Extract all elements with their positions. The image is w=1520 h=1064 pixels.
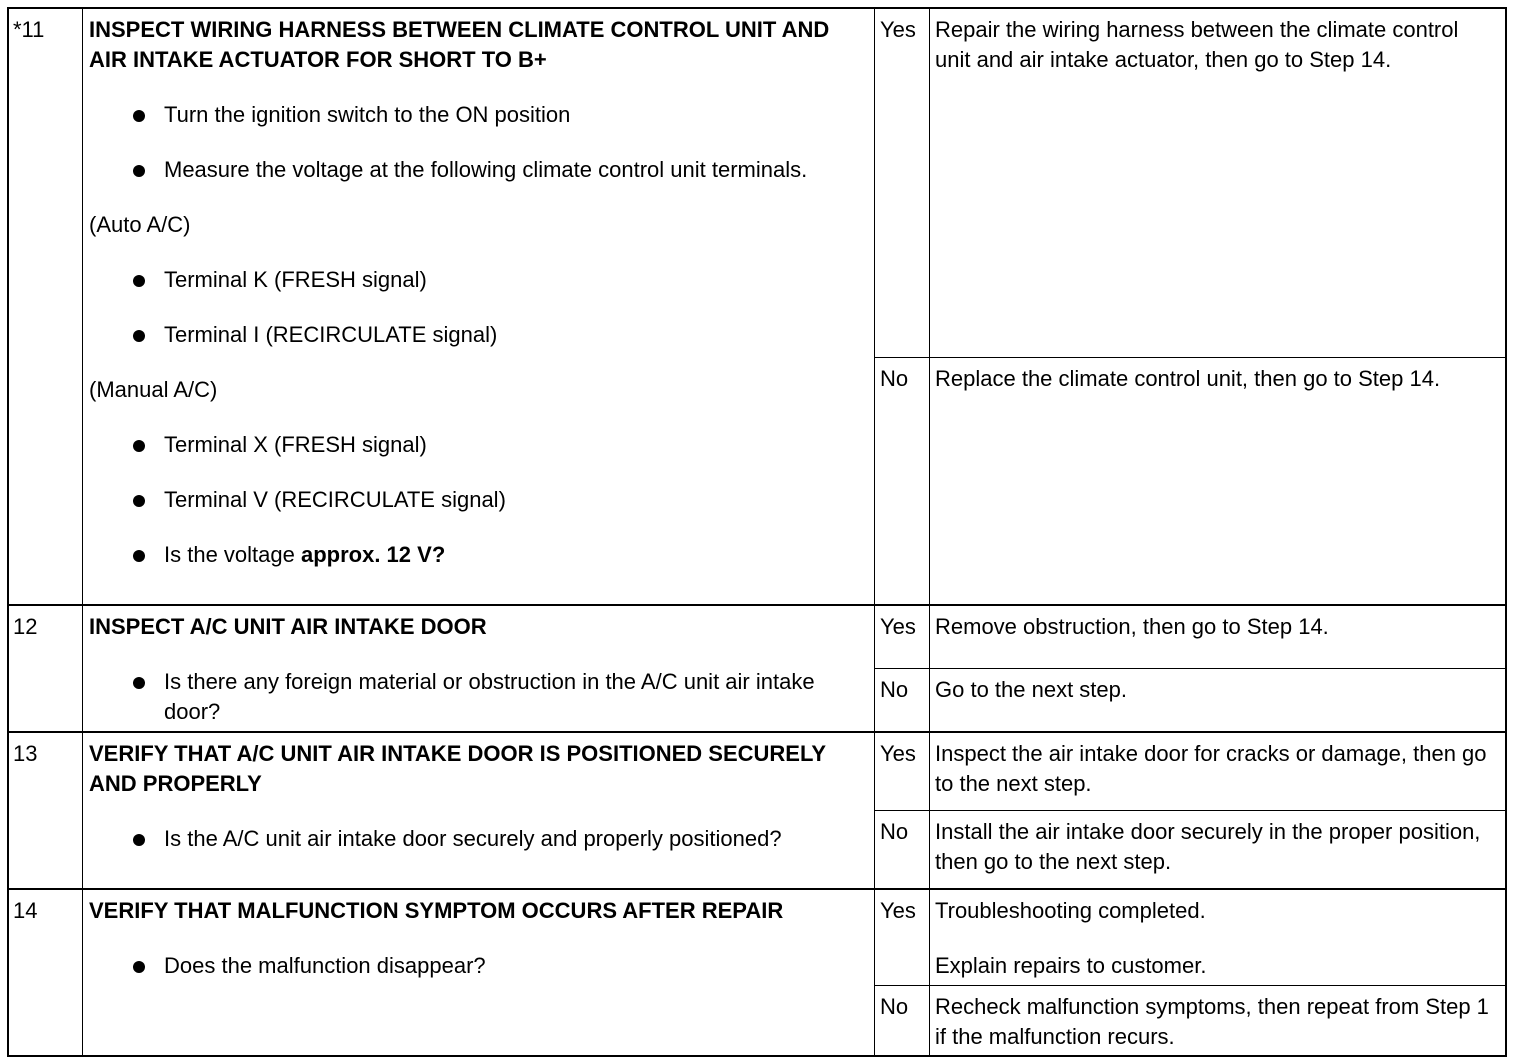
action-text: Repair the wiring harness between the climate control unit and air intake actuator, then go to Step 14. xyxy=(935,17,1459,72)
no-label: No xyxy=(875,811,930,888)
step-number: 13 xyxy=(9,733,83,888)
inspection-cell xyxy=(83,890,875,1055)
result-no xyxy=(875,358,1505,604)
yes-label: Yes xyxy=(875,733,930,810)
action-text: Remove obstruction, then go to Step 14. xyxy=(935,614,1329,639)
no-label: No xyxy=(875,358,930,604)
result-cell xyxy=(875,606,1505,731)
step-title: VERIFY THAT A/C UNIT AIR INTAKE DOOR IS POSITIONED SECURELY AND PROPERLY xyxy=(89,741,826,796)
step-number: *11 xyxy=(9,9,83,604)
bullet-icon xyxy=(133,550,145,562)
bullet-icon xyxy=(133,834,145,846)
action-text: Replace the climate control unit, then go to Step 14. xyxy=(935,366,1441,391)
section-label-auto: (Auto A/C) xyxy=(89,212,191,237)
list-item-question: Is the voltage approx. 12 V? xyxy=(89,540,866,570)
step-number: 14 xyxy=(9,890,83,1055)
no-label: No xyxy=(875,986,930,1055)
list-item: Is the A/C unit air intake door securely and properly positioned? xyxy=(89,824,866,854)
list-item: Turn the ignition switch to the ON position xyxy=(89,100,866,130)
action-text: Troubleshooting completed. Explain repairs to customer. xyxy=(935,898,1207,978)
result-yes xyxy=(875,733,1505,811)
result-cell xyxy=(875,890,1505,1055)
result-no xyxy=(875,669,1505,731)
table-row xyxy=(9,606,1505,733)
result-no xyxy=(875,811,1505,888)
result-no xyxy=(875,986,1505,1055)
step-number: 12 xyxy=(9,606,83,731)
yes-label: Yes xyxy=(875,606,930,668)
table-row xyxy=(9,890,1505,1055)
action-text: Install the air intake door securely in the proper position, then go to the next step. xyxy=(935,819,1481,874)
bullet-icon xyxy=(133,110,145,122)
list-item: Measure the voltage at the following climate control unit terminals. xyxy=(89,155,866,185)
bullet-icon xyxy=(133,677,145,689)
bullet-icon xyxy=(133,961,145,973)
action-text: Recheck malfunction symptoms, then repeat from Step 1 if the malfunction recurs. xyxy=(935,994,1489,1049)
inspection-cell xyxy=(83,606,875,731)
inspection-cell xyxy=(83,733,875,888)
table-row xyxy=(9,733,1505,890)
troubleshooting-table xyxy=(7,7,1507,1057)
section-label-manual: (Manual A/C) xyxy=(89,377,218,402)
result-yes xyxy=(875,9,1505,358)
no-label: No xyxy=(875,669,930,731)
action-text: Go to the next step. xyxy=(935,677,1128,702)
action-text: Inspect the air intake door for cracks or damage, then go to the next step. xyxy=(935,741,1487,796)
table-row xyxy=(9,9,1505,606)
list-item: Does the malfunction disappear? xyxy=(89,951,866,981)
bullet-icon xyxy=(133,440,145,452)
result-yes xyxy=(875,606,1505,669)
bullet-icon xyxy=(133,330,145,342)
list-item: Terminal K (FRESH signal) xyxy=(89,265,866,295)
result-cell xyxy=(875,733,1505,888)
bullet-icon xyxy=(133,275,145,287)
result-yes xyxy=(875,890,1505,986)
yes-label: Yes xyxy=(875,9,930,357)
bullet-icon xyxy=(133,165,145,177)
list-item: Terminal I (RECIRCULATE signal) xyxy=(89,320,866,350)
bullet-icon xyxy=(133,495,145,507)
step-title: VERIFY THAT MALFUNCTION SYMPTOM OCCURS AFTER REPAIR xyxy=(89,898,784,923)
inspection-cell xyxy=(83,9,875,604)
list-item: Terminal X (FRESH signal) xyxy=(89,430,866,460)
result-cell xyxy=(875,9,1505,604)
step-title: INSPECT WIRING HARNESS BETWEEN CLIMATE CONTROL UNIT AND AIR INTAKE ACTUATOR FOR SHORT TO B+ xyxy=(89,17,830,72)
step-title: INSPECT A/C UNIT AIR INTAKE DOOR xyxy=(89,614,487,639)
yes-label: Yes xyxy=(875,890,930,985)
list-item: Is there any foreign material or obstruction in the A/C unit air intake door? xyxy=(89,667,866,727)
list-item: Terminal V (RECIRCULATE signal) xyxy=(89,485,866,515)
